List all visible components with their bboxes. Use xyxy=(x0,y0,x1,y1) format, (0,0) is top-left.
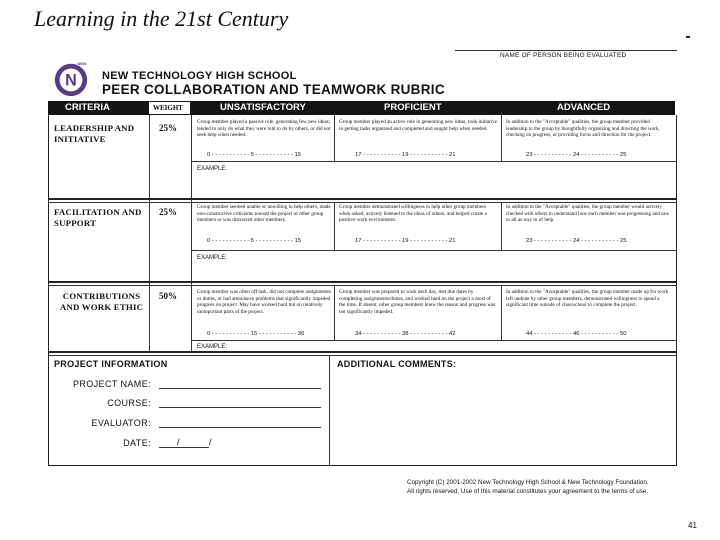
rubric-title: PEER COLLABORATION AND TEAMWORK RUBRIC xyxy=(102,82,445,97)
evaluated-name-label: NAME OF PERSON BEING EVALUATED xyxy=(500,52,627,59)
page-number: 41 xyxy=(688,521,697,530)
copyright-line-2: All rights reserved. Use of this material constitutes your agreement to the terms of use. xyxy=(407,488,649,495)
bullet-mark xyxy=(686,36,690,38)
proficient-leadership: Group member played an active role in generating new ideas, took initiative in getting tasks organized and completed and sought help when needed. xyxy=(339,119,497,132)
evaluated-name-line xyxy=(455,50,677,51)
evaluator-line[interactable] xyxy=(159,427,321,428)
example-facilitation: EXAMPLE: xyxy=(197,255,228,261)
advanced-contributions: In addition to the "Acceptable" qualities, the group member made up for work left undone by other group members, demonstrated willingness to spend a significant time outside of class/school to complete the project. xyxy=(506,289,669,309)
logo-tagline: NEW xyxy=(77,61,87,66)
proficient-contributions: Group member was prepared to work each day, met due dates by completing assignments/duties, and worked hard on the project a most of the time. If absent, other group members knew the reason and progress was not significantly impeded. xyxy=(339,289,496,315)
criterion-facilitation: FACILITATION AND SUPPORT xyxy=(54,207,142,228)
header-advanced: ADVANCED xyxy=(557,102,611,113)
criterion-leadership: LEADERSHIP AND INITIATIVE xyxy=(54,123,135,144)
evaluator-label: EVALUATOR: xyxy=(91,418,151,428)
scale-proficient-facilitation: 17 - - - - - - - - - - - 19 - - - - - - - - - - - 21 xyxy=(355,238,456,244)
header-weight: WEIGHT xyxy=(153,104,183,112)
scale-advanced-facilitation: 23 - - - - - - - - - - - 24 - - - - - - - - - - - 25 xyxy=(526,238,627,244)
example-leadership: EXAMPLE: xyxy=(197,166,228,172)
advanced-facilitation: In addition to the "Acceptable" qualities, the group member would actively checked with others to understand how each member was progressing and saw to all as way to of help. xyxy=(506,204,670,224)
scale-advanced-leadership: 23 - - - - - - - - - - - 24 - - - - - - - - - - - 25 xyxy=(526,152,627,158)
date-separator-2: / xyxy=(209,437,212,447)
scale-unsatisfactory-leadership: 0 - - - - - - - - - - - 5 - - - - - - - - - - - 15 xyxy=(207,152,302,158)
scale-unsatisfactory-contributions: 0 - - - - - - - - - - - 15 - - - - - - - - - - - 30 xyxy=(207,331,305,337)
course-line[interactable] xyxy=(159,407,321,408)
scale-advanced-contributions: 44 - - - - - - - - - - - 46 - - - - - - - - - - - 50 xyxy=(526,331,627,337)
weight-contributions: 50% xyxy=(159,291,177,301)
date-label: DATE: xyxy=(123,438,151,448)
scale-unsatisfactory-facilitation: 0 - - - - - - - - - - - 5 - - - - - - - - - - - 15 xyxy=(207,238,302,244)
additional-comments-title: ADDITIONAL COMMENTS: xyxy=(337,359,457,369)
project-name-label: PROJECT NAME: xyxy=(72,379,151,389)
advanced-leadership: In addition to the "Acceptable" qualities, the group member provided leadership to the group by thoughtfully organizing and directing the work, checking on progress, or providing focus and direction for the project. xyxy=(506,119,660,139)
header-unsatisfactory: UNSATISFACTORY xyxy=(220,102,306,113)
course-label: COURSE: xyxy=(107,398,151,408)
slide-title: Learning in the 21st Century xyxy=(34,6,289,31)
date-separator-1: / xyxy=(177,437,180,447)
date-line[interactable] xyxy=(159,447,209,448)
weight-leadership: 25% xyxy=(159,123,177,133)
scale-proficient-leadership: 17 - - - - - - - - - - - 19 - - - - - - - - - - - 21 xyxy=(355,152,456,158)
unsatisfactory-facilitation: Group member seemed unable or unwilling to help others, made non-constructive criticisms toward the project or other group members or was distracted other members. xyxy=(197,204,331,224)
scale-proficient-contributions: 34 - - - - - - - - - - - 38 - - - - - - - - - - - 42 xyxy=(355,331,456,337)
school-name: NEW TECHNOLOGY HIGH SCHOOL xyxy=(102,70,297,82)
weight-facilitation: 25% xyxy=(159,207,177,217)
unsatisfactory-leadership: Group member played a passive role, generating few new ideas; tended to only do what they were told to do by others, or did not seek help when needed. xyxy=(197,119,331,139)
criterion-contributions: CONTRIBUTIONS AND WORK ETHIC xyxy=(59,291,144,312)
proficient-facilitation: Group member demonstrated willingness to help other group members when asked, actively listened to the ideas of others, and helped create a positive work environment. xyxy=(339,204,487,224)
project-info-title: PROJECT INFORMATION xyxy=(54,359,168,369)
example-contributions: EXAMPLE: xyxy=(197,344,228,350)
rubric-header-bar xyxy=(48,101,675,115)
copyright-line-1: Copyright (C) 2001-2002 New Technology High School & New Technology Foundation. xyxy=(407,479,649,486)
copyright-notice xyxy=(407,478,677,496)
header-proficient: PROFICIENT xyxy=(384,102,442,113)
school-logo-icon xyxy=(52,60,90,98)
header-criteria: CRITERIA xyxy=(65,102,110,113)
logo-letter: N xyxy=(65,71,77,90)
rubric-table xyxy=(48,115,677,466)
unsatisfactory-contributions: Group member was often off task, did not complete assignments or duties, or had attendance problems that significantly impeded progress on project. May have worked hard but on relatively unimportant parts of the project. xyxy=(197,289,331,315)
project-name-line[interactable] xyxy=(159,388,321,389)
